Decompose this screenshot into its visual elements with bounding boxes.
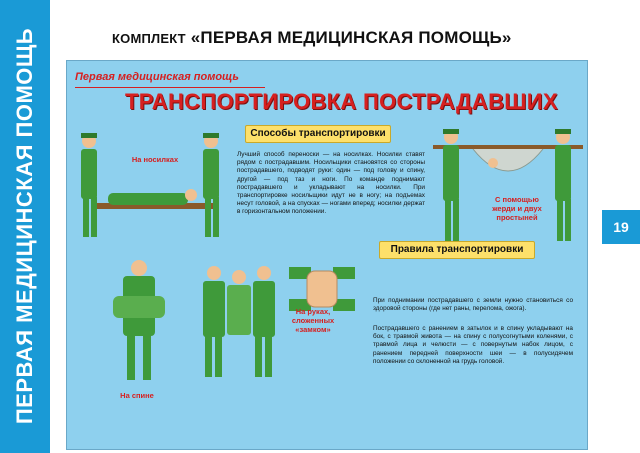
- rules-heading: Правила транспортировки: [379, 241, 535, 259]
- side-band: [0, 0, 50, 453]
- hands-carry-illustration: [195, 261, 283, 381]
- kit-title-prefix: КОМПЛЕКТ: [112, 31, 186, 46]
- caption-stretcher: На носилках: [131, 155, 179, 164]
- stretcher-illustration: [73, 131, 233, 251]
- caption-hands: На руках, сложенных «замком»: [291, 307, 335, 334]
- page-number: 19: [602, 210, 640, 244]
- poster-series: Первая медицинская помощь: [75, 71, 239, 83]
- rules-text-1: При поднимании пострадавшего с земли нужно становиться со здоровой стороны (где нет раны, перелома, ожога).: [373, 297, 573, 313]
- kit-title-main: «ПЕРВАЯ МЕДИЦИНСКАЯ ПОМОЩЬ»: [190, 28, 512, 47]
- caption-back: На спине: [120, 391, 154, 400]
- rules-text-2: Пострадавшего с ранением в затылок и в спину укладывают на бок, с травмой живота — на спину с полусогнутыми коленями, с травмой лица и челюсти — с повернутым набок лицом, с ранением передней поверхности шеи — в полусидячем положении со склоненной на грудь головой.: [373, 325, 573, 365]
- methods-heading: Способы транспортировки: [245, 125, 391, 143]
- methods-text: Лучший способ переноски — на носилках. Носилки ставят рядом с пострадавшим. Носильщики становятся со стороны пострадавшего, подводят руки: один — под голову и спину, другой — под таз и ноги. По команде поднимают пострадавшего и укладывают на носилки. При транспортировке носильщики идут не в ногу; на подъемах несут головой, а на спусках — ногами вперед; носилки держат в горизонтальном положении.: [237, 151, 425, 216]
- poster-title: ТРАНСПОРТИРОВКА ПОСТРАДАВШИХ: [125, 89, 558, 114]
- poster: [66, 60, 588, 450]
- caption-poles: С помощью жерди и двух простыней: [492, 195, 542, 222]
- back-carry-illustration: [109, 256, 169, 386]
- kit-title: [112, 28, 512, 48]
- side-title: ПЕРВАЯ МЕДИЦИНСКАЯ ПОМОЩЬ: [12, 27, 37, 425]
- poles-sheets-illustration: [433, 123, 583, 248]
- series-underline: [75, 87, 265, 88]
